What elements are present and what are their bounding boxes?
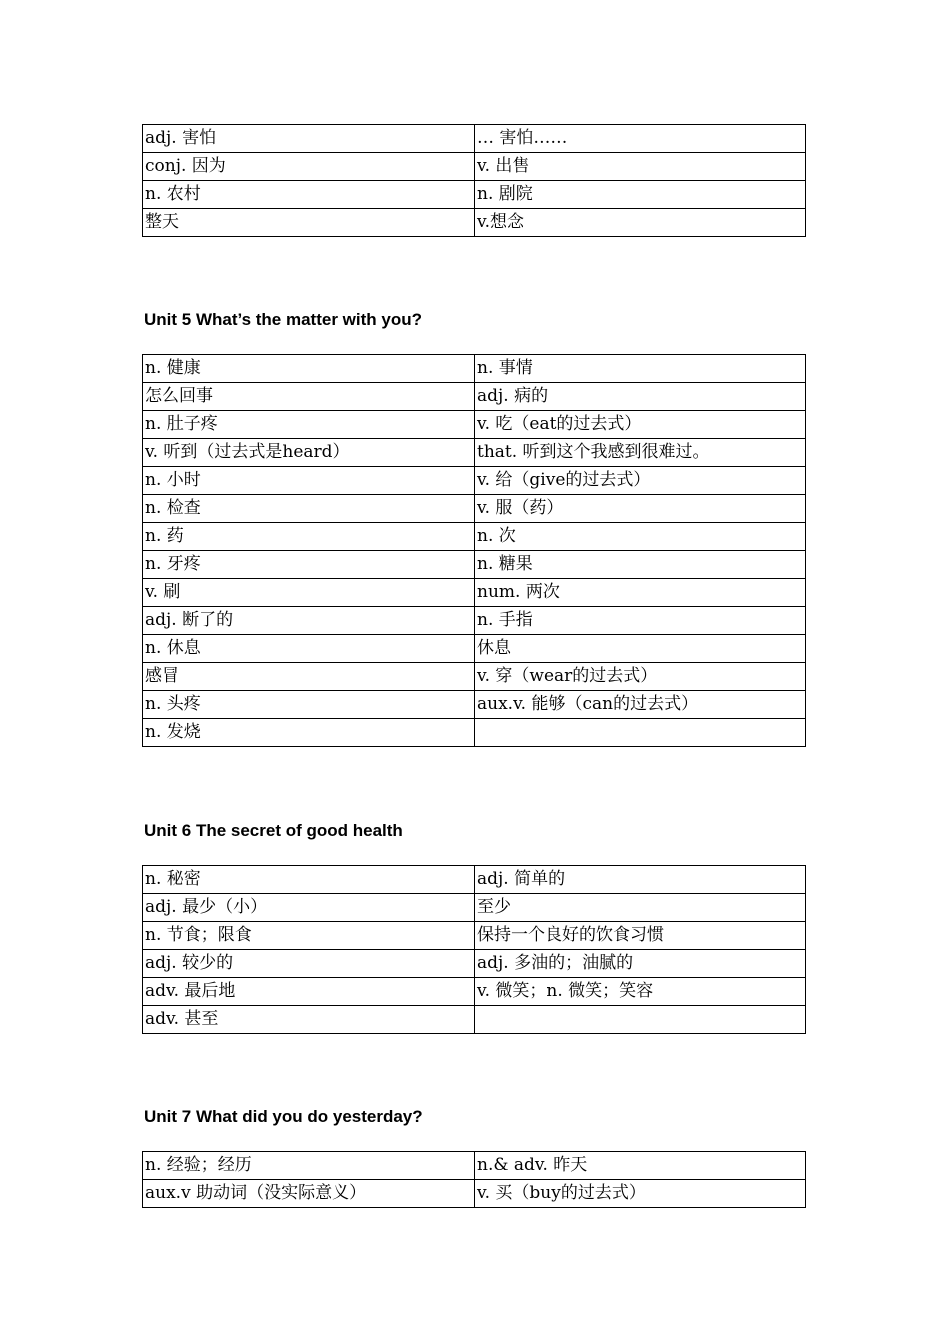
table-cell-right: adj. 简单的	[475, 866, 806, 894]
vocab-table-unit-7	[142, 1151, 806, 1208]
vocab-table-top	[142, 124, 806, 237]
table-row	[143, 551, 806, 579]
table-cell-right: adj. 病的	[475, 383, 806, 411]
table-cell-left: n. 检查	[143, 495, 475, 523]
table-cell-left: adj. 断了的	[143, 607, 475, 635]
table-row	[143, 467, 806, 495]
table-row	[143, 355, 806, 383]
table-cell-right: n. 糖果	[475, 551, 806, 579]
table-cell-left: adj. 害怕	[143, 125, 475, 153]
table-cell-right: num. 两次	[475, 579, 806, 607]
unit-5-heading: Unit 5 What’s the matter with you?	[144, 310, 422, 329]
table-cell-left: n. 头疼	[143, 691, 475, 719]
table-row	[143, 125, 806, 153]
table-row	[143, 894, 806, 922]
table-row	[143, 607, 806, 635]
table-cell-left: n. 发烧	[143, 719, 475, 747]
table-row	[143, 1006, 806, 1034]
vocab-table-unit-5	[142, 354, 806, 747]
table-row	[143, 1180, 806, 1208]
table-cell-left: aux.v 助动词（没实际意义）	[143, 1180, 475, 1208]
table-row	[143, 866, 806, 894]
table-cell-right: 至少	[475, 894, 806, 922]
table-cell-left: adj. 较少的	[143, 950, 475, 978]
table-row	[143, 1152, 806, 1180]
table-row	[143, 978, 806, 1006]
table-cell-left: n. 小时	[143, 467, 475, 495]
table-cell-right: v. 买（buy的过去式）	[475, 1180, 806, 1208]
table-cell-right: 休息	[475, 635, 806, 663]
table-cell-right: adj. 多油的；油腻的	[475, 950, 806, 978]
table-cell-left: conj. 因为	[143, 153, 475, 181]
table-cell-right: v. 给（give的过去式）	[475, 467, 806, 495]
table-row	[143, 439, 806, 467]
table-row	[143, 383, 806, 411]
table-row	[143, 635, 806, 663]
unit-7-heading: Unit 7 What did you do yesterday?	[144, 1107, 423, 1126]
table-cell-right	[475, 719, 806, 747]
table-cell-right: aux.v. 能够（can的过去式）	[475, 691, 806, 719]
table-cell-right: … 害怕……	[475, 125, 806, 153]
table-cell-left: n. 经验；经历	[143, 1152, 475, 1180]
table-cell-left: n. 秘密	[143, 866, 475, 894]
table-cell-right: v. 吃（eat的过去式）	[475, 411, 806, 439]
vocab-table-body	[143, 866, 806, 1034]
table-cell-left: n. 牙疼	[143, 551, 475, 579]
table-cell-left: n. 药	[143, 523, 475, 551]
table-cell-left: n. 健康	[143, 355, 475, 383]
table-row	[143, 663, 806, 691]
table-cell-right: n. 手指	[475, 607, 806, 635]
table-cell-left: adj. 最少（小）	[143, 894, 475, 922]
vocab-table-unit-6	[142, 865, 806, 1034]
table-cell-right: n. 次	[475, 523, 806, 551]
table-cell-right	[475, 1006, 806, 1034]
table-cell-right: that. 听到这个我感到很难过。	[475, 439, 806, 467]
table-row	[143, 411, 806, 439]
table-cell-right: v.想念	[475, 209, 806, 237]
table-cell-right: v. 服（药）	[475, 495, 806, 523]
table-cell-left: n. 农村	[143, 181, 475, 209]
table-cell-left: adv. 甚至	[143, 1006, 475, 1034]
table-cell-right: n. 剧院	[475, 181, 806, 209]
table-row	[143, 691, 806, 719]
table-row	[143, 209, 806, 237]
table-cell-left: n. 休息	[143, 635, 475, 663]
table-cell-right: 保持一个良好的饮食习惯	[475, 922, 806, 950]
vocab-table-body	[143, 1152, 806, 1208]
table-cell-right: v. 微笑；n. 微笑；笑容	[475, 978, 806, 1006]
table-row	[143, 950, 806, 978]
vocab-table-body	[143, 125, 806, 237]
table-cell-left: v. 听到（过去式是heard）	[143, 439, 475, 467]
table-cell-left: adv. 最后地	[143, 978, 475, 1006]
table-cell-left: 感冒	[143, 663, 475, 691]
table-row	[143, 719, 806, 747]
table-cell-left: v. 刷	[143, 579, 475, 607]
unit-6-heading: Unit 6 The secret of good health	[144, 821, 403, 840]
table-cell-left: 整天	[143, 209, 475, 237]
table-cell-left: n. 肚子疼	[143, 411, 475, 439]
table-cell-left: n. 节食；限食	[143, 922, 475, 950]
table-row	[143, 153, 806, 181]
vocab-table-body	[143, 355, 806, 747]
table-cell-right: n.& adv. 昨天	[475, 1152, 806, 1180]
table-row	[143, 523, 806, 551]
table-row	[143, 579, 806, 607]
table-cell-left: 怎么回事	[143, 383, 475, 411]
table-cell-right: v. 穿（wear的过去式）	[475, 663, 806, 691]
table-cell-right: v. 出售	[475, 153, 806, 181]
table-row	[143, 495, 806, 523]
table-row	[143, 181, 806, 209]
table-row	[143, 922, 806, 950]
table-cell-right: n. 事情	[475, 355, 806, 383]
